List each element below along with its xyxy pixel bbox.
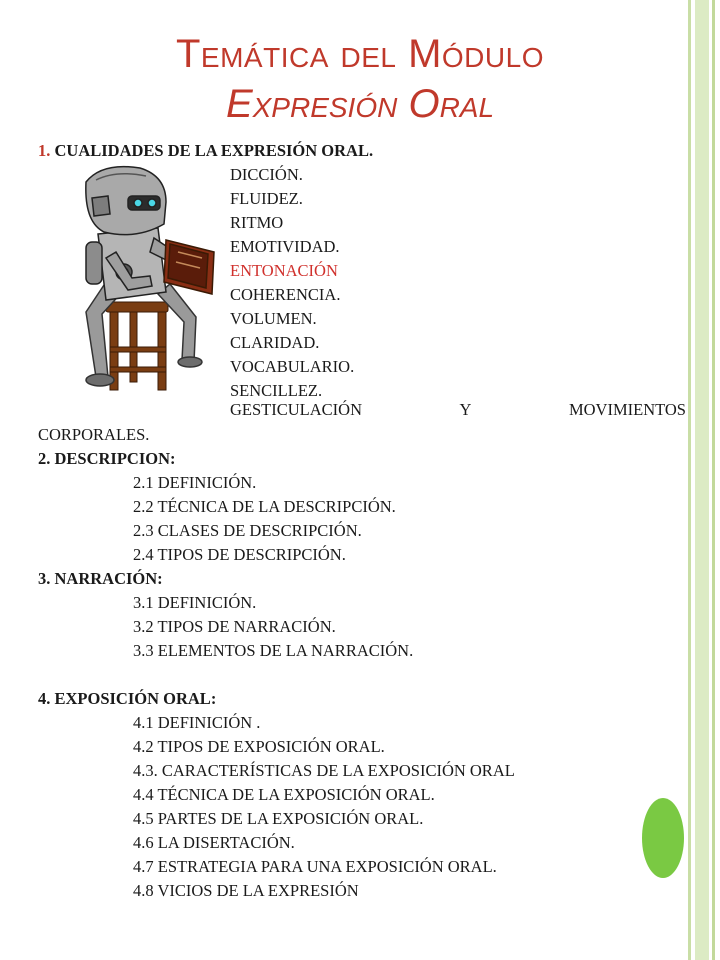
- quality-item-entonacion: ENTONACIÓN: [230, 261, 338, 280]
- quality-item-emotividad: EMOTIVIDAD.: [230, 237, 340, 256]
- quality-item-fluidez: FLUIDEZ.: [230, 189, 303, 208]
- section1-heading-text: CUALIDADES DE LA EXPRESIÓN ORAL.: [54, 141, 374, 160]
- section3-item: 3.2 TIPOS DE NARRACIÓN.: [133, 617, 336, 636]
- section4-item: 4.5 PARTES DE LA EXPOSICIÓN ORAL.: [133, 809, 424, 828]
- section4-heading: 4. EXPOSICIÓN ORAL:: [38, 689, 217, 708]
- section4-item: 4.2 TIPOS DE EXPOSICIÓN ORAL.: [133, 737, 385, 756]
- robot-reading-book-icon: [66, 162, 224, 392]
- section4-item: 4.7 ESTRATEGIA PARA UNA EXPOSICIÓN ORAL.: [133, 857, 497, 876]
- quality-item-coherencia: COHERENCIA.: [230, 285, 341, 304]
- quality-item-claridad: CLARIDAD.: [230, 333, 320, 352]
- section2-item: 2.4 TIPOS DE DESCRIPCIÓN.: [133, 545, 346, 564]
- gest-word-2: Y: [459, 400, 472, 419]
- section2-item: 2.1 DEFINICIÓN.: [133, 473, 257, 492]
- quality-item-gesticulacion: [230, 402, 686, 419]
- page-title: Temática del Módulo: [176, 32, 544, 76]
- section4-item: 4.1 DEFINICIÓN .: [133, 713, 261, 732]
- section3-item: 3.1 DEFINICIÓN.: [133, 593, 257, 612]
- section1-number: 1.: [38, 141, 51, 160]
- section2-item: 2.2 TÉCNICA DE LA DESCRIPCIÓN.: [133, 497, 396, 516]
- section4-item: 4.3. CARACTERÍSTICAS DE LA EXPOSICIÓN ORAL: [133, 761, 515, 780]
- section1-heading: [38, 143, 373, 160]
- section4-item: 4.4 TÉCNICA DE LA EXPOSICIÓN ORAL.: [133, 785, 435, 804]
- quality-item-gesticulacion-cont: CORPORALES.: [38, 425, 150, 444]
- quality-item-vocabulario: VOCABULARIO.: [230, 357, 355, 376]
- gest-word-3: MOVIMIENTOS: [568, 400, 686, 419]
- quality-item-sencillez: SENCILLEZ.: [230, 381, 323, 400]
- section3-heading: 3. NARRACIÓN:: [38, 569, 163, 588]
- decorative-green-oval: [642, 798, 684, 878]
- section2-heading: 2. DESCRIPCION:: [38, 449, 176, 468]
- page-subtitle: Expresión Oral: [225, 82, 495, 126]
- section4-item: 4.8 VICIOS DE LA EXPRESIÓN: [133, 881, 359, 900]
- decorative-border-stripes: [686, 0, 720, 960]
- section2-item: 2.3 CLASES DE DESCRIPCIÓN.: [133, 521, 362, 540]
- gest-word-1: GESTICULACIÓN: [230, 400, 362, 419]
- quality-item-diccion: DICCIÓN.: [230, 165, 303, 184]
- quality-item-volumen: VOLUMEN.: [230, 309, 317, 328]
- section3-item: 3.3 ELEMENTOS DE LA NARRACIÓN.: [133, 641, 414, 660]
- section4-item: 4.6 LA DISERTACIÓN.: [133, 833, 295, 852]
- quality-item-ritmo: RITMO: [230, 213, 284, 232]
